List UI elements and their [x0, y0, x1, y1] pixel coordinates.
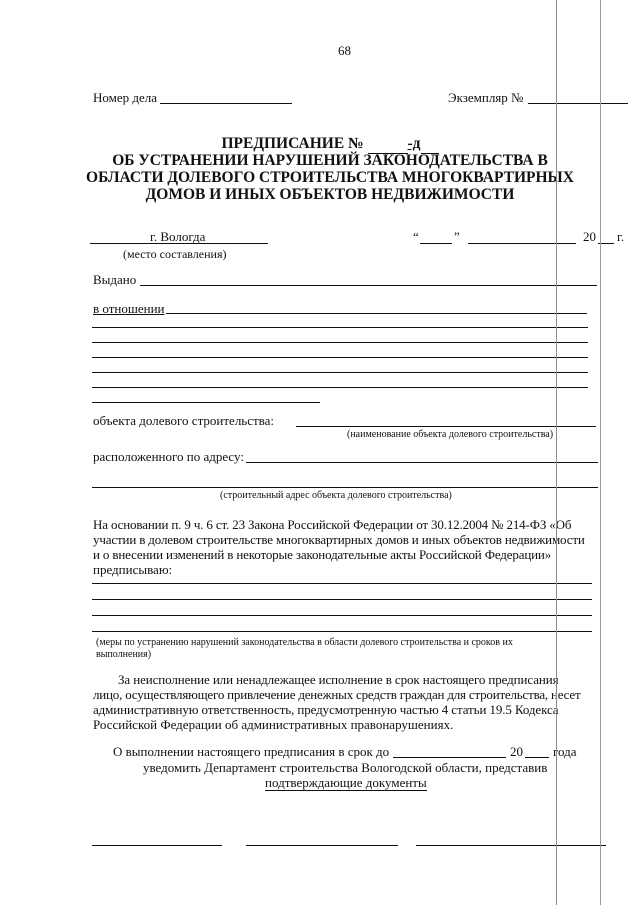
- completion-docs-underline: [265, 790, 427, 791]
- signature-name-field[interactable]: [416, 845, 606, 846]
- regarding-label: в отношении: [93, 301, 165, 316]
- date-month-field[interactable]: [468, 243, 576, 244]
- document-title-line-2: ОБ УСТРАНЕНИИ НАРУШЕНИЙ ЗАКОНОДАТЕЛЬСТВА В: [112, 152, 548, 169]
- regarding-line-5[interactable]: [92, 372, 588, 373]
- regarding-line-2[interactable]: [92, 327, 588, 328]
- date-close-quote: ”: [454, 229, 460, 244]
- liability-line-2: лицо, осуществляющего привлечение денежных средств граждан для строительства, несет: [93, 687, 581, 702]
- signature-position-field[interactable]: [92, 845, 222, 846]
- signature-field[interactable]: [246, 845, 398, 846]
- address-label: расположенного по адресу:: [93, 449, 244, 464]
- completion-year-prefix: 20: [510, 744, 523, 759]
- place-city: г. Вологда: [150, 229, 206, 244]
- measures-line-4[interactable]: [92, 631, 592, 632]
- copy-number-field[interactable]: [528, 103, 628, 104]
- place-caption: (место составления): [123, 247, 227, 261]
- object-label: объекта долевого строительства:: [93, 413, 275, 428]
- basis-line-2: участии в долевом строительстве многоквартирных домов и иных объектов недвижимости: [93, 532, 585, 547]
- completion-line-1-suffix: года: [553, 744, 577, 759]
- completion-line-3: подтверждающие документы: [265, 775, 427, 790]
- page-number: 68: [338, 43, 351, 58]
- measures-line-1[interactable]: [92, 583, 592, 584]
- issued-field[interactable]: [140, 285, 597, 286]
- completion-date-field[interactable]: [393, 757, 506, 758]
- address-field[interactable]: [246, 462, 598, 463]
- title-prefix: ПРЕДПИСАНИЕ №: [221, 135, 364, 152]
- address-caption: (строительный адрес объекта долевого строительства): [220, 490, 452, 501]
- case-number-label: Номер дела: [93, 90, 158, 105]
- date-year-suffix: г.: [617, 229, 625, 244]
- liability-line-4: Российской Федерации об административных правонарушениях.: [93, 717, 454, 732]
- measures-line-2[interactable]: [92, 599, 592, 600]
- completion-year-field[interactable]: [525, 757, 549, 758]
- copy-number-label: Экземпляр №: [448, 90, 524, 105]
- basis-line-1: На основании п. 9 ч. 6 ст. 23 Закона Российской Федерации от 30.12.2004 № 214-ФЗ «Об: [93, 517, 572, 532]
- completion-line-1-prefix: О выполнении настоящего предписания в срок до: [113, 744, 390, 759]
- completion-line-2: уведомить Департамент строительства Вологодской области, представив: [143, 760, 548, 775]
- regarding-field[interactable]: [166, 313, 587, 314]
- date-year-prefix: 20: [583, 229, 596, 244]
- measures-caption-line-1: (меры по устранению нарушений законодательства в области долевого строительства и сроков их: [96, 637, 513, 648]
- scan-fold-line: [556, 0, 557, 905]
- regarding-line-3[interactable]: [92, 342, 588, 343]
- title-suffix: -д: [407, 135, 421, 152]
- date-open-quote: “: [413, 229, 419, 244]
- basis-line-3: и о внесении изменений в некоторые законодательные акты Российской Федерации»: [93, 547, 552, 562]
- measures-caption-line-2: выполнения): [96, 649, 152, 660]
- object-field[interactable]: [296, 426, 596, 427]
- measures-line-3[interactable]: [92, 615, 592, 616]
- regarding-line-7[interactable]: [92, 402, 320, 403]
- date-day-field[interactable]: [420, 243, 452, 244]
- object-caption: (наименование объекта долевого строительства): [347, 429, 554, 440]
- basis-line-4: предписываю:: [93, 562, 173, 577]
- regarding-line-4[interactable]: [92, 357, 588, 358]
- liability-line-3: административную ответственность, предусмотренную частью 4 статьи 19.5 Кодекса: [93, 702, 559, 717]
- document-title-line-3: ОБЛАСТИ ДОЛЕВОГО СТРОИТЕЛЬСТВА МНОГОКВАРТИРНЫХ: [86, 169, 574, 186]
- liability-line-1: За неисполнение или ненадлежащее исполнение в срок настоящего предписания: [118, 672, 559, 687]
- scan-fold-line-outer: [600, 0, 601, 905]
- regarding-line-6[interactable]: [92, 387, 588, 388]
- case-number-field[interactable]: [160, 103, 292, 104]
- issued-label: Выдано: [93, 272, 137, 287]
- address-line-2[interactable]: [92, 487, 598, 488]
- document-title-line-4: ДОМОВ И ИНЫХ ОБЪЕКТОВ НЕДВИЖИМОСТИ: [145, 186, 515, 203]
